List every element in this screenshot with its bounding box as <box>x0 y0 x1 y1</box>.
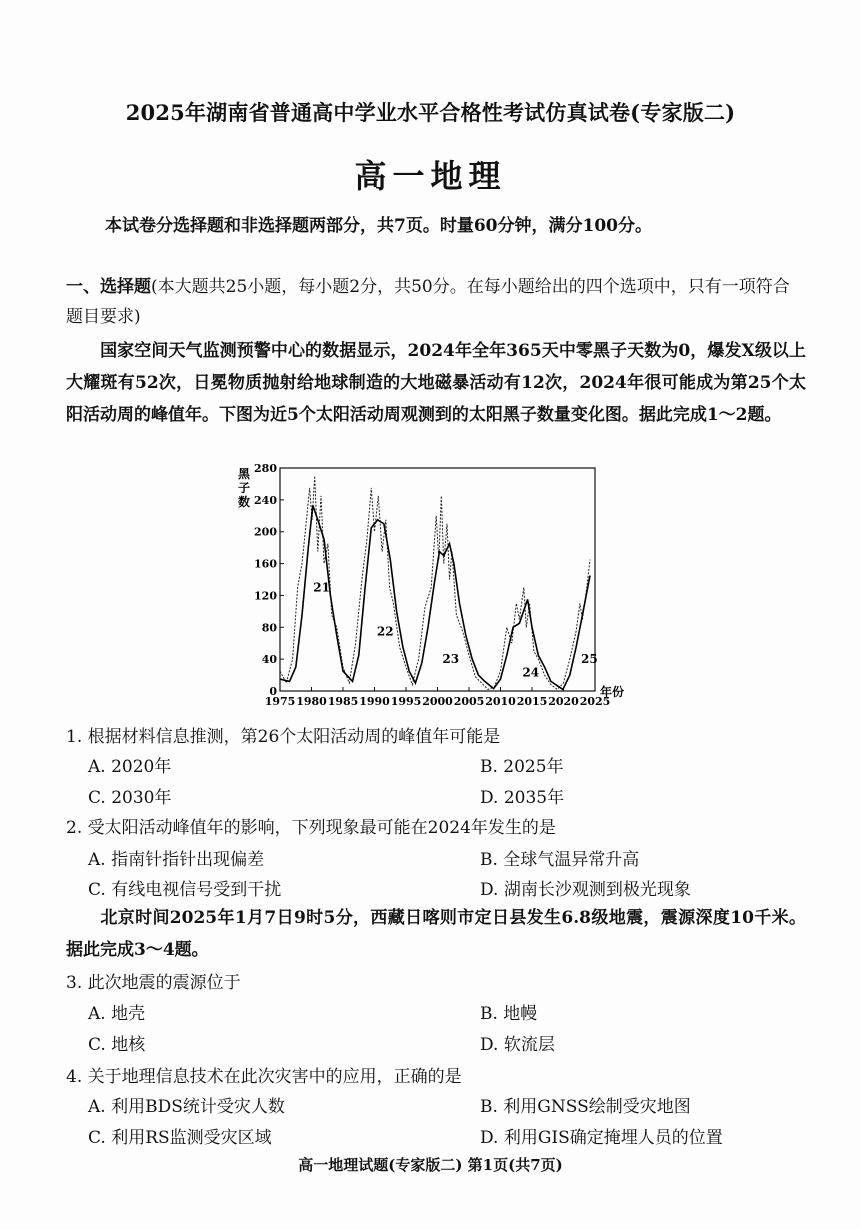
q4-option-b[interactable]: B. 利用GNSS绘制受灾地图 <box>480 1097 691 1117</box>
cycle-label-24: 24 <box>522 665 540 680</box>
y-tick-label: 0 <box>269 685 277 698</box>
q3-option-b[interactable]: B. 地幔 <box>480 1004 538 1024</box>
cycle-label-22: 22 <box>376 624 394 639</box>
cycle-label-21: 21 <box>313 580 330 595</box>
subject-title: 高一地理 <box>354 157 507 195</box>
exam-intro: 本试卷分选择题和非选择题两部分，共7页。时量60分钟，满分100分。 <box>105 216 652 236</box>
y-tick-label: 280 <box>254 462 277 475</box>
material-2-text: 北京时间2025年1月7日9时5分，西藏日喀则市定日县发生6.8级地震，震源深度10千米。据此完成3～4题。 <box>66 908 806 960</box>
section-title: 一、选择题 <box>66 277 151 297</box>
y-tick-label: 240 <box>254 493 277 507</box>
x-tick-label: 2020 <box>548 695 579 708</box>
y-axis-label-1: 黑 <box>237 467 251 481</box>
material-1-text: 国家空间天气监测预警中心的数据显示，2024年全年365天中零黑子天数为0，爆发X级以上大耀斑有52次，日冕物质抛射给地球制造的大地磁暴活动有12次，2024年很可能成为第25个太阳活动周的峰值年。下图为近5个太阳活动周观测到的太阳黑子数量变化图。据此完成1～2题。 <box>66 341 806 425</box>
section-description: (本大题共25小题，每小题2分，共50分。在每小题给出的四个选项中，只有一项符合题目要求) <box>66 277 790 327</box>
section-heading <box>66 272 806 332</box>
y-axis-label-2: 子 <box>237 481 251 495</box>
q2-option-c[interactable]: C. 有线电视信号受到干扰 <box>88 880 282 900</box>
q1-option-c[interactable]: C. 2030年 <box>88 788 172 808</box>
x-tick-label: 1980 <box>296 695 327 708</box>
sunspot-chart <box>228 462 648 710</box>
q2-option-a[interactable]: A. 指南针指针出现偏差 <box>88 850 265 870</box>
material-passage-1 <box>66 335 806 431</box>
q1-option-d[interactable]: D. 2035年 <box>480 788 565 808</box>
page-footer: 高一地理试题(专家版二) 第1页(共7页) <box>298 1156 563 1174</box>
y-tick-label: 120 <box>254 589 277 603</box>
x-tick-label: 1995 <box>390 695 422 708</box>
question-3: 3. 此次地震的震源位于 <box>66 973 241 993</box>
question-4: 4. 关于地理信息技术在此次灾害中的应用，正确的是 <box>66 1067 462 1087</box>
q1-option-a[interactable]: A. 2020年 <box>88 757 172 777</box>
x-tick-label: 1990 <box>359 695 390 708</box>
y-tick-label: 160 <box>254 557 277 571</box>
x-tick-label: 2000 <box>422 695 453 708</box>
q4-option-d[interactable]: D. 利用GIS确定掩埋人员的位置 <box>480 1128 723 1148</box>
y-axis-label-3: 数 <box>237 495 251 509</box>
x-tick-label: 1985 <box>327 695 359 708</box>
y-tick-label: 40 <box>261 653 277 667</box>
x-tick-label: 2005 <box>453 695 485 708</box>
x-axis-label: 年份 <box>600 685 625 699</box>
q3-option-c[interactable]: C. 地核 <box>88 1035 146 1055</box>
x-tick-label: 2025 <box>579 695 611 708</box>
question-2: 2. 受太阳活动峰值年的影响，下列现象最可能在2024年发生的是 <box>66 818 556 838</box>
x-tick-label: 2010 <box>485 695 516 708</box>
q2-option-b[interactable]: B. 全球气温异常升高 <box>480 850 640 870</box>
q3-option-a[interactable]: A. 地壳 <box>88 1004 146 1024</box>
question-1: 1. 根据材料信息推测，第26个太阳活动周的峰值年可能是 <box>66 727 501 747</box>
q2-option-d[interactable]: D. 湖南长沙观测到极光现象 <box>480 880 691 900</box>
q4-option-a[interactable]: A. 利用BDS统计受灾人数 <box>88 1097 285 1117</box>
q3-option-d[interactable]: D. 软流层 <box>480 1035 555 1055</box>
cycle-label-23: 23 <box>442 652 460 667</box>
q4-option-c[interactable]: C. 利用RS监测受灾区域 <box>88 1128 272 1148</box>
x-tick-label: 1975 <box>264 695 296 708</box>
y-tick-label: 80 <box>261 621 277 635</box>
x-tick-label: 2015 <box>516 695 548 708</box>
y-tick-label: 200 <box>254 525 277 539</box>
material-passage-2 <box>66 902 806 966</box>
cycle-label-25: 25 <box>580 652 598 667</box>
exam-title: 2025年湖南省普通高中学业水平合格性考试仿真试卷(专家版二) <box>125 100 736 125</box>
q1-option-b[interactable]: B. 2025年 <box>480 757 564 777</box>
